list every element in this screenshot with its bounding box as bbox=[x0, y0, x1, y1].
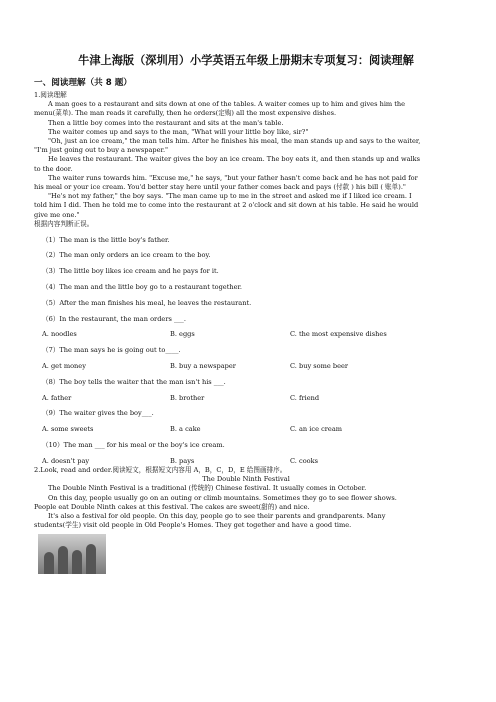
multiple-choice-questions bbox=[34, 315, 458, 466]
passage-line: students(学生) visit old people in Old People's Homes. They get together and have a good time. bbox=[34, 521, 352, 530]
passage-line: his meal or your ice cream. You'd better stay here until your father comes back and pays (付款 ) his bill ( 账单)." bbox=[34, 183, 406, 192]
option-a: A. some sweets bbox=[42, 425, 94, 434]
page-title: 牛津上海版（深圳用）小学英语五年级上册期末专项复习：阅读理解 bbox=[78, 54, 414, 67]
photo-figure bbox=[58, 546, 68, 574]
option-b: B. eggs bbox=[170, 330, 195, 339]
option-c: C. friend bbox=[290, 393, 320, 402]
option-c: C. the most expensive dishes bbox=[290, 330, 387, 339]
photo-figure bbox=[86, 544, 96, 574]
mc-options bbox=[34, 394, 458, 403]
option-a: A. get money bbox=[42, 362, 86, 371]
option-c: C. buy some beer bbox=[290, 362, 349, 371]
mc-options bbox=[34, 425, 458, 434]
passage-1 bbox=[34, 100, 458, 220]
passage-line: He leaves the restaurant. The waiter gives the boy an ice cream. The boy eats it, and then stands up and walks bbox=[48, 155, 421, 164]
passage-line: give me one." bbox=[34, 210, 80, 219]
mc-question: （8）The boy tells the waiter that the man isn't his ___. bbox=[42, 377, 226, 386]
question-2-label: 2.Look, read and order.阅读短文，根据短文内容用 A，B，C，D，E 给图画排序。 bbox=[34, 466, 287, 474]
passage-line: It's also a festival for old people. On this day, people go to see their parents and grandparents. Many bbox=[48, 512, 386, 521]
mc-question: （10）The man ___ for his meal or the boy's ice cream. bbox=[42, 441, 225, 449]
tf-instruction: 根据内容判断正误。 bbox=[34, 219, 94, 228]
photo-people-gathering bbox=[38, 534, 106, 574]
mc-question: （9）The waiter gives the boy___. bbox=[42, 409, 154, 418]
option-b: B. brother bbox=[170, 393, 205, 402]
option-c: C. cooks bbox=[290, 456, 319, 465]
passage-line: "I'm just going out to buy a newspaper." bbox=[34, 146, 169, 155]
option-c: C. an ice cream bbox=[290, 425, 343, 434]
mc-question: （6）In the restaurant, the man orders ___. bbox=[42, 314, 186, 323]
mc-options bbox=[34, 362, 458, 371]
passage-line: to the door. bbox=[34, 164, 73, 173]
question-1-label: 1.阅读理解 bbox=[34, 91, 67, 99]
mc-options bbox=[34, 457, 458, 466]
section-heading: 一、阅读理解（共 8 题） bbox=[34, 78, 132, 88]
true-false-questions bbox=[34, 236, 458, 308]
passage-line: told him I did. Then he told me to come into the restaurant at 2 o'clock and sit down at his table. He said he would bbox=[34, 201, 419, 210]
tf-question: （5）After the man finishes his meal, he leaves the restaurant. bbox=[42, 298, 252, 307]
passage-line: "He's not my father," the boy says. "The man came up to me in the street and asked me if I liked ice cream. I bbox=[48, 192, 412, 201]
passage-2 bbox=[34, 484, 458, 530]
option-b: B. buy a newspaper bbox=[170, 362, 236, 371]
option-b: B. a cake bbox=[170, 425, 201, 434]
passage-line: Then a little boy comes into the restaurant and sits at the man's table. bbox=[48, 118, 284, 127]
passage-2-title: The Double Ninth Festival bbox=[202, 475, 290, 484]
passage-line: A man goes to a restaurant and sits down at one of the tables. A waiter comes up to him and gives him the bbox=[48, 100, 406, 109]
option-b: B. pays bbox=[170, 456, 195, 465]
photo-figure bbox=[44, 552, 54, 574]
passage-line: "Oh, just an ice cream," the man tells him. After he finishes his meal, the man stands up and says to the waiter, bbox=[48, 137, 421, 146]
tf-question: （3）The little boy likes ice cream and he pays for it. bbox=[42, 267, 219, 276]
photo-figure bbox=[72, 550, 82, 574]
passage-line: menu(菜单). The man reads it carefully, then he orders(定购) all the most expensive dishes. bbox=[34, 109, 337, 118]
option-a: A. father bbox=[42, 393, 72, 402]
passage-line: People eat Double Ninth cakes at this festival. The cakes are sweet(甜的) and nice. bbox=[34, 502, 310, 511]
tf-question: （1）The man is the little boy's father. bbox=[42, 235, 170, 244]
tf-question: （4）The man and the little boy go to a restaurant together. bbox=[42, 283, 243, 292]
option-a: A. doesn't pay bbox=[42, 456, 90, 465]
passage-line: The Double Ninth Festival is a traditional (传统的) Chinese festival. It usually comes in October. bbox=[48, 484, 367, 493]
passage-line: The waiter runs towards him. "Excuse me," he says, "but your father hasn't come back and he has not paid for bbox=[48, 173, 418, 182]
mc-options bbox=[34, 330, 458, 339]
passage-line: The waiter comes up and says to the man, "What will your little boy like, sir?" bbox=[48, 127, 309, 136]
option-a: A. noodles bbox=[42, 330, 77, 339]
tf-question: （2）The man only orders an ice cream to the boy. bbox=[42, 251, 211, 260]
passage-line: On this day, people usually go on an outing or climb mountains. Sometimes they go to see flower shows. bbox=[48, 493, 397, 502]
mc-question: （7）The man says he is going out to____. bbox=[42, 346, 181, 355]
